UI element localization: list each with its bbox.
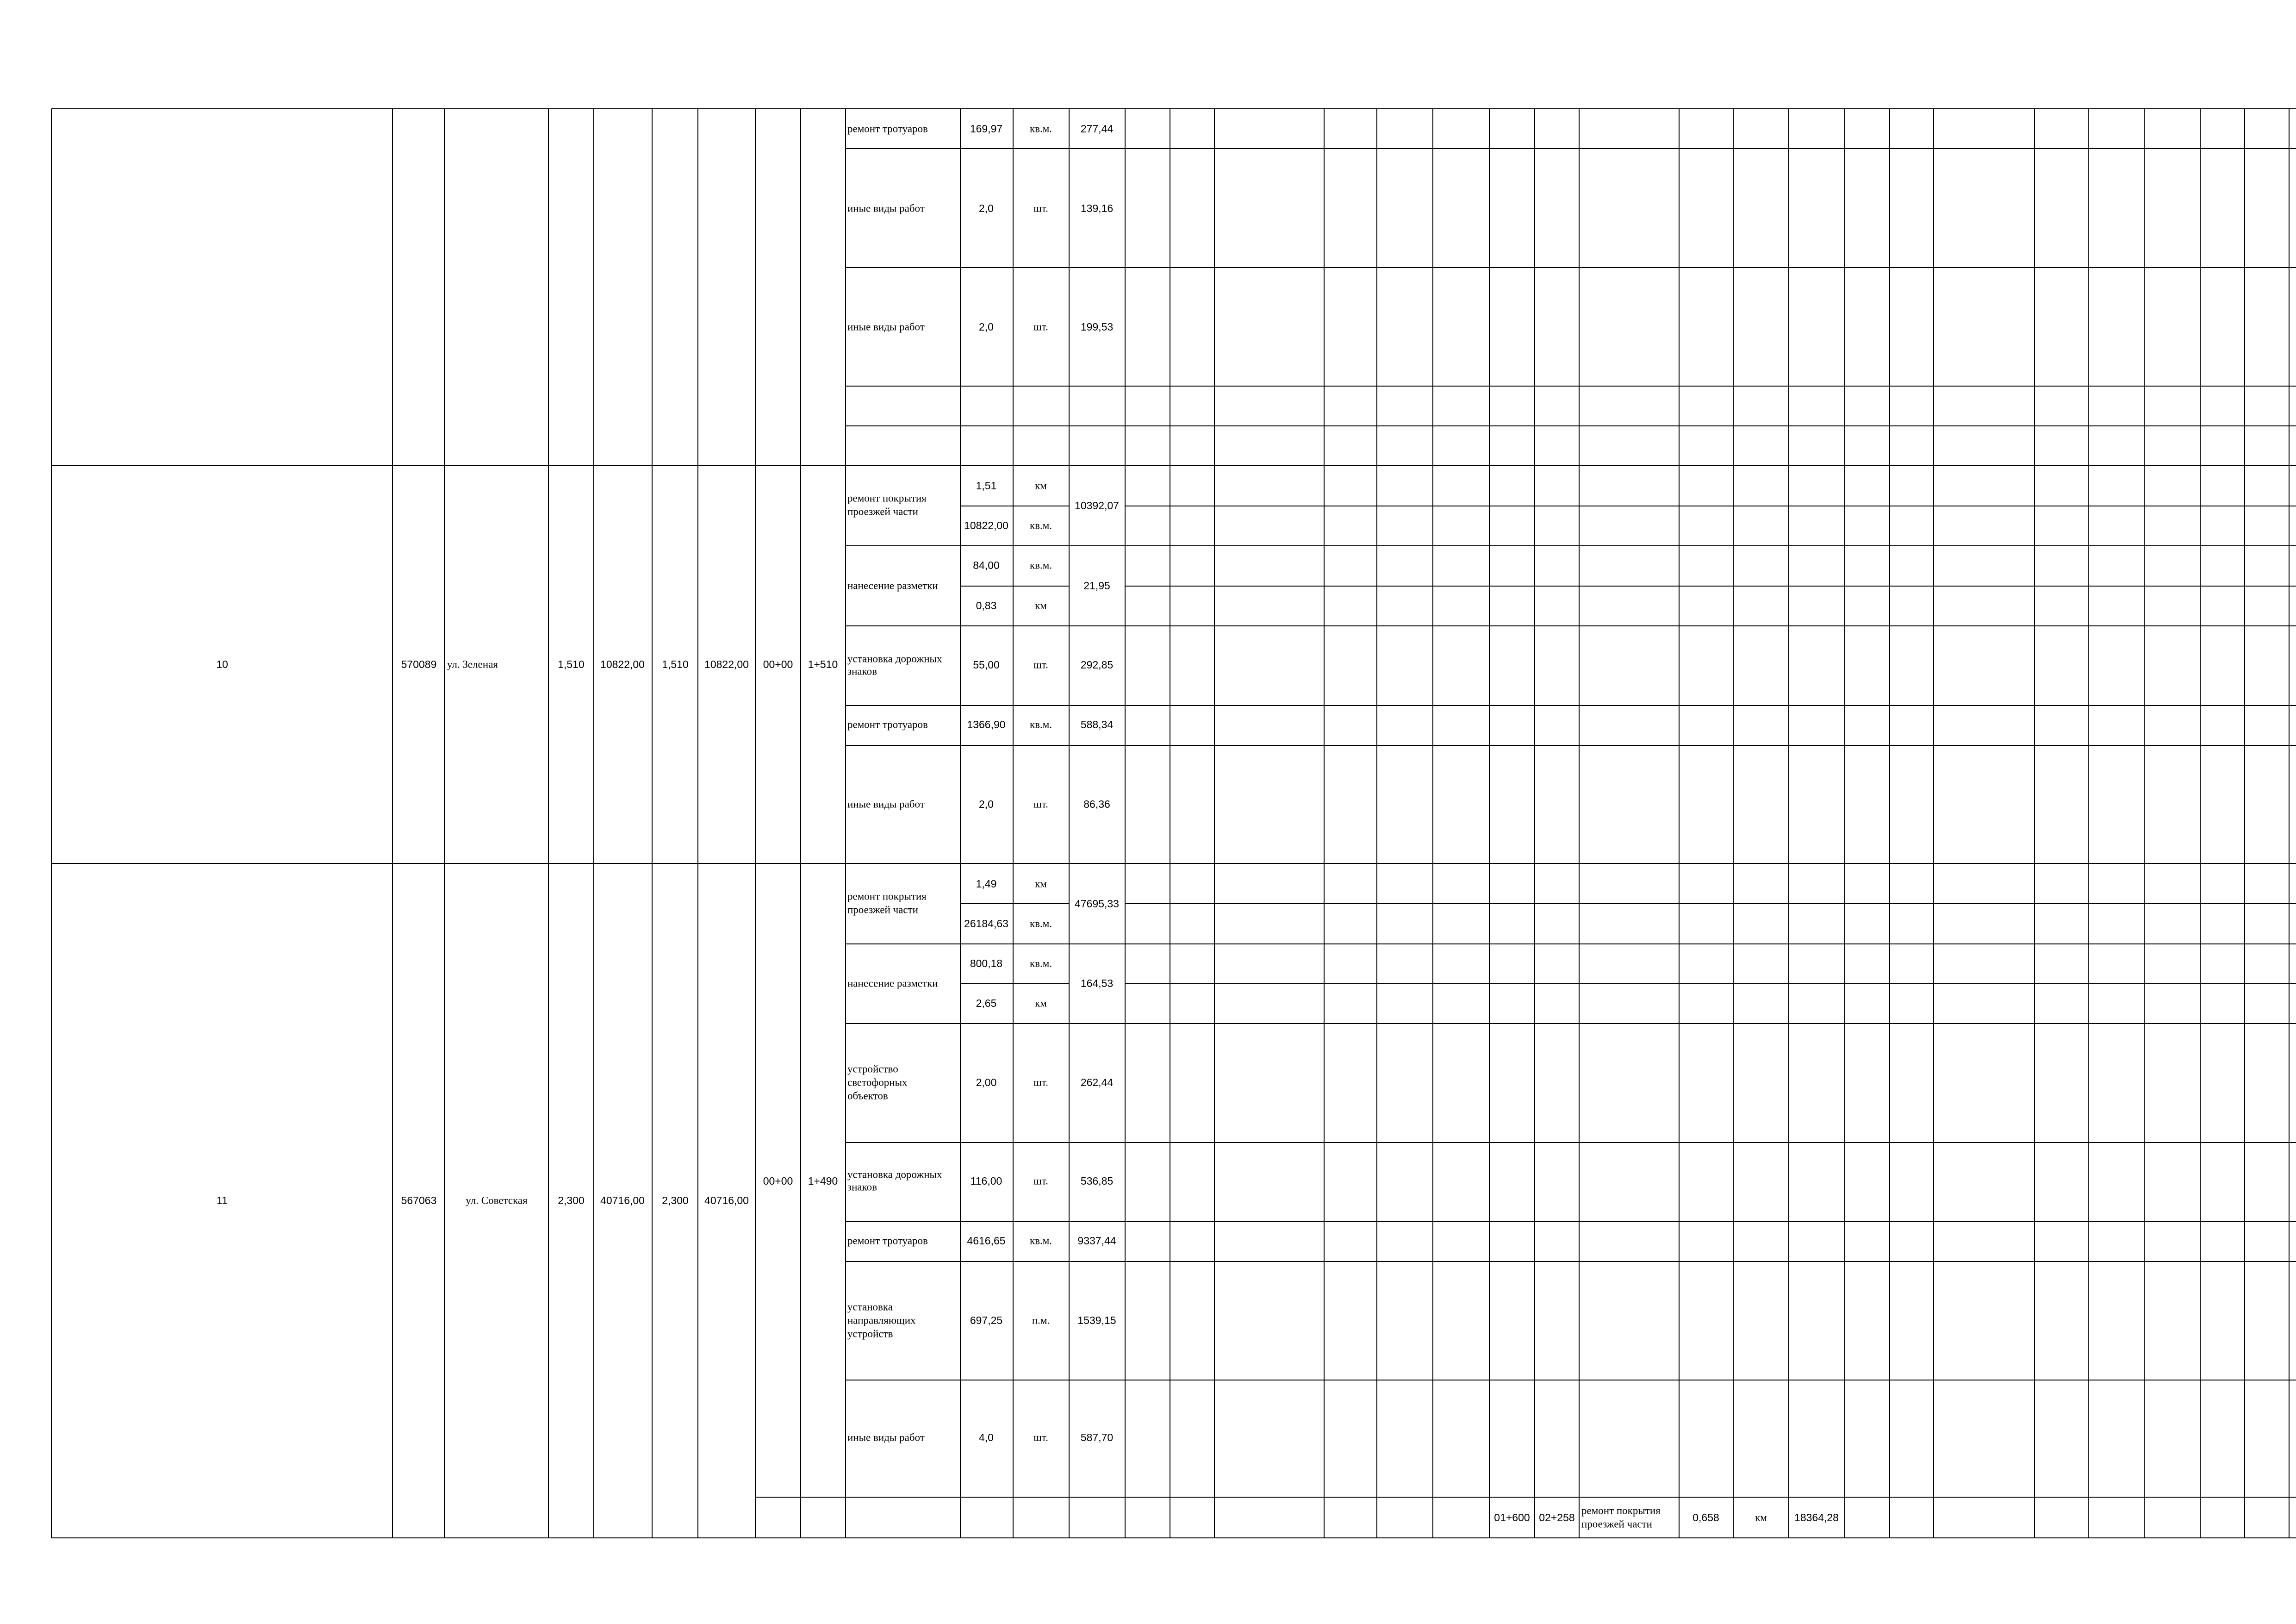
segment-start: 00+00 (763, 1175, 793, 1187)
extra-qty: 0,658 (1692, 1512, 1719, 1524)
road-id: 570089 (401, 658, 437, 671)
work-cost: 199,53 (1080, 321, 1114, 333)
work-qty: 84,00 (973, 559, 1000, 572)
work-unit: кв.м. (1029, 957, 1052, 969)
work-cost: 47695,33 (1075, 898, 1119, 910)
work-unit: км (1035, 600, 1047, 612)
road-length: 1,510 (558, 658, 585, 671)
work-cost: 21,95 (1083, 580, 1110, 592)
work-qty: 55,00 (973, 659, 1000, 671)
work-cost: 277,44 (1080, 123, 1114, 135)
work-name: ремонт тротуаров (847, 1235, 928, 1247)
table-grid (51, 109, 2296, 1538)
repair-length: 2,300 (662, 1194, 689, 1207)
road-id: 567063 (401, 1194, 437, 1207)
work-cost: 536,85 (1080, 1175, 1114, 1187)
work-name: ремонт тротуаров (847, 123, 928, 135)
work-name: нанесение разметки (847, 580, 938, 592)
block-continued (847, 123, 1113, 333)
work-unit: шт. (1033, 1431, 1048, 1443)
extra-work-name: проезжей части (1581, 1518, 1652, 1530)
work-cost: 164,53 (1080, 977, 1114, 990)
work-name: устройство (847, 1063, 898, 1075)
work-unit: шт. (1033, 659, 1048, 671)
work-name: ремонт покрытия (847, 890, 927, 902)
work-qty: 169,97 (970, 123, 1003, 135)
work-qty: 2,0 (979, 321, 994, 333)
work-unit: п.м. (1032, 1314, 1050, 1326)
extra-cost: 18364,28 (1794, 1512, 1839, 1524)
work-cost: 139,16 (1080, 202, 1114, 215)
repair-area: 40716,00 (704, 1194, 749, 1207)
work-name: иные виды работ (847, 321, 925, 333)
work-qty: 2,0 (979, 798, 994, 811)
work-qty: 2,00 (976, 1076, 997, 1089)
block-11 (217, 878, 1839, 1530)
extra-start: 01+600 (1494, 1512, 1530, 1524)
work-unit: кв.м. (1029, 519, 1052, 531)
work-unit: шт. (1033, 321, 1048, 333)
work-qty: 800,18 (970, 957, 1003, 970)
work-unit: км (1035, 997, 1047, 1009)
work-cost: 10392,07 (1075, 500, 1119, 512)
work-name: установка дорожных (847, 1168, 942, 1181)
work-qty: 10822,00 (964, 519, 1008, 532)
work-cost: 588,34 (1080, 718, 1114, 731)
work-qty: 2,0 (979, 202, 994, 215)
work-cost: 9337,44 (1077, 1235, 1116, 1247)
work-unit: шт. (1033, 1175, 1048, 1187)
work-qty: 1,49 (976, 878, 997, 890)
work-unit: кв.м. (1029, 559, 1052, 571)
work-qty: 116,00 (970, 1175, 1002, 1187)
work-qty: 697,25 (970, 1314, 1003, 1327)
repair-area: 10822,00 (704, 658, 749, 671)
work-cost: 86,36 (1083, 798, 1110, 811)
work-name: установка (847, 1301, 893, 1313)
work-unit: шт. (1033, 1076, 1048, 1088)
work-name: иные виды работ (847, 798, 925, 810)
work-name: иные виды работ (847, 1431, 925, 1443)
work-unit: шт. (1033, 798, 1048, 810)
extra-work-name: ремонт покрытия (1581, 1505, 1661, 1517)
work-qty: 1366,90 (967, 718, 1006, 731)
road-length: 2,300 (558, 1194, 585, 1207)
work-name: светофорных (847, 1076, 908, 1088)
work-unit: кв.м. (1029, 1235, 1052, 1247)
extra-unit: км (1755, 1512, 1767, 1524)
work-name: проезжей части (847, 506, 918, 518)
work-qty: 1,51 (976, 480, 997, 492)
block-10 (216, 480, 1119, 810)
work-unit: кв.м. (1029, 718, 1052, 731)
work-unit: кв.м. (1029, 918, 1052, 930)
extra-end: 02+258 (1539, 1512, 1575, 1524)
work-name: знаков (847, 1181, 877, 1193)
work-name: устройств (847, 1328, 893, 1340)
repair-length: 1,510 (662, 658, 689, 671)
road-area: 10822,00 (600, 658, 645, 671)
work-unit: км (1035, 480, 1047, 492)
work-qty: 2,65 (976, 997, 997, 1010)
row-number: 11 (217, 1194, 228, 1207)
work-name: ремонт покрытия (847, 492, 927, 504)
work-name: знаков (847, 665, 877, 677)
work-name: ремонт тротуаров (847, 718, 928, 731)
street-name: ул. Зеленая (447, 658, 498, 670)
work-cost: 292,85 (1080, 659, 1114, 671)
work-qty: 4616,65 (967, 1235, 1006, 1247)
work-name: нанесение разметки (847, 977, 938, 989)
road-area: 40716,00 (600, 1194, 645, 1207)
work-cost: 587,70 (1080, 1431, 1114, 1444)
work-qty: 26184,63 (964, 918, 1008, 930)
street-name: ул. Советская (466, 1194, 528, 1206)
work-cost: 1539,15 (1077, 1314, 1116, 1327)
segment-end: 1+490 (808, 1175, 838, 1187)
work-cost: 262,44 (1080, 1076, 1114, 1089)
work-name: иные виды работ (847, 202, 925, 214)
work-name: проезжей части (847, 904, 918, 916)
work-name: объектов (847, 1090, 888, 1102)
work-unit: шт. (1033, 202, 1048, 214)
work-unit: км (1035, 878, 1047, 890)
row-number: 10 (216, 658, 228, 671)
work-name: установка дорожных (847, 653, 942, 665)
work-qty: 4,0 (979, 1431, 994, 1444)
work-qty: 0,83 (976, 600, 997, 612)
segment-end: 1+510 (808, 658, 838, 671)
work-unit: кв.м. (1029, 123, 1052, 135)
segment-start: 00+00 (763, 658, 793, 671)
work-name: направляющих (847, 1314, 916, 1326)
